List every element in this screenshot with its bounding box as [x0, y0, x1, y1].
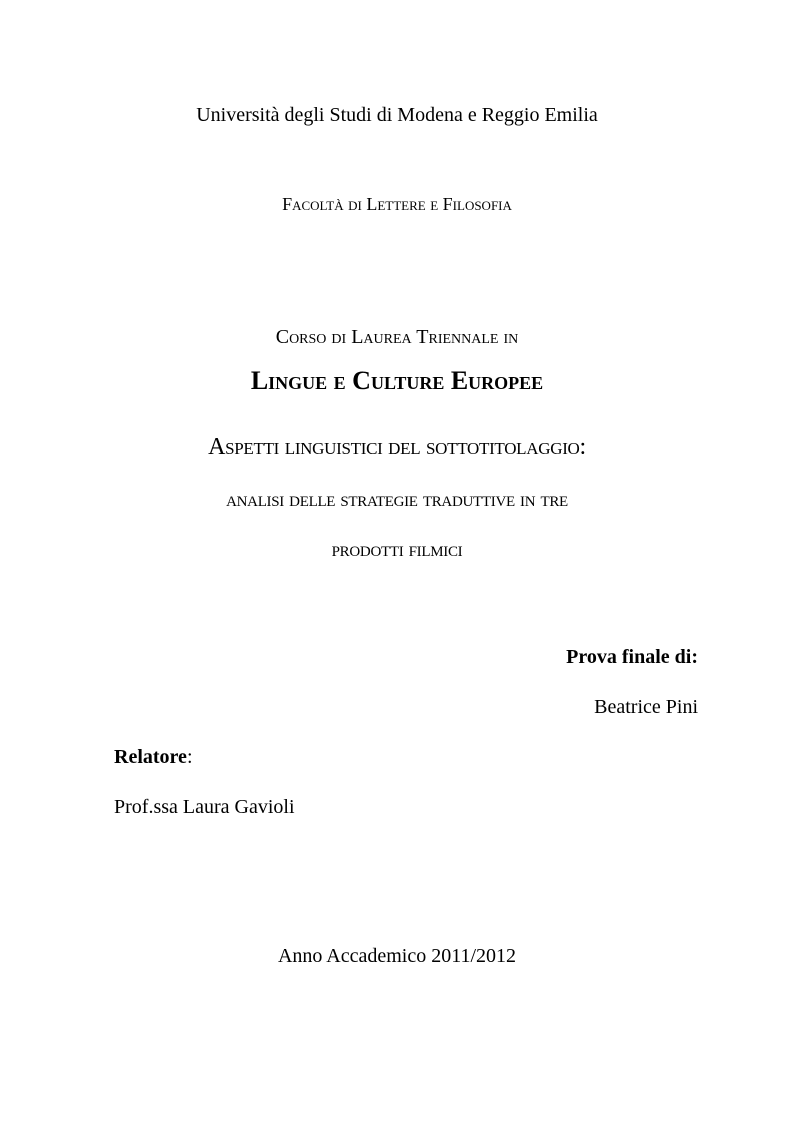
thesis-title-line-2: analisi delle strategie traduttive in tre: [226, 486, 568, 511]
candidate-label: Prova finale di:: [566, 646, 698, 668]
thesis-title-line-3: prodotti filmici: [331, 536, 463, 561]
supervisor-label: Relatore: [114, 746, 187, 768]
faculty-name: Facoltà di Lettere e Filosofia: [282, 194, 512, 214]
candidate-name: Beatrice Pini: [594, 696, 698, 718]
thesis-title-line-1: Aspetti linguistici del sottotitolaggio:: [208, 434, 586, 460]
supervisor-label-colon: :: [186, 746, 193, 768]
supervisor-name: Prof.ssa Laura Gavioli: [114, 796, 295, 818]
course-label: Corso di Laurea Triennale in: [275, 326, 519, 348]
supervisor-label-row: [114, 746, 193, 769]
academic-year: Anno Accademico 2011/2012: [277, 945, 517, 967]
university-name: Università degli Studi di Modena e Reggio Emilia: [196, 104, 598, 126]
degree-name: Lingue e Culture Europee: [250, 366, 544, 395]
